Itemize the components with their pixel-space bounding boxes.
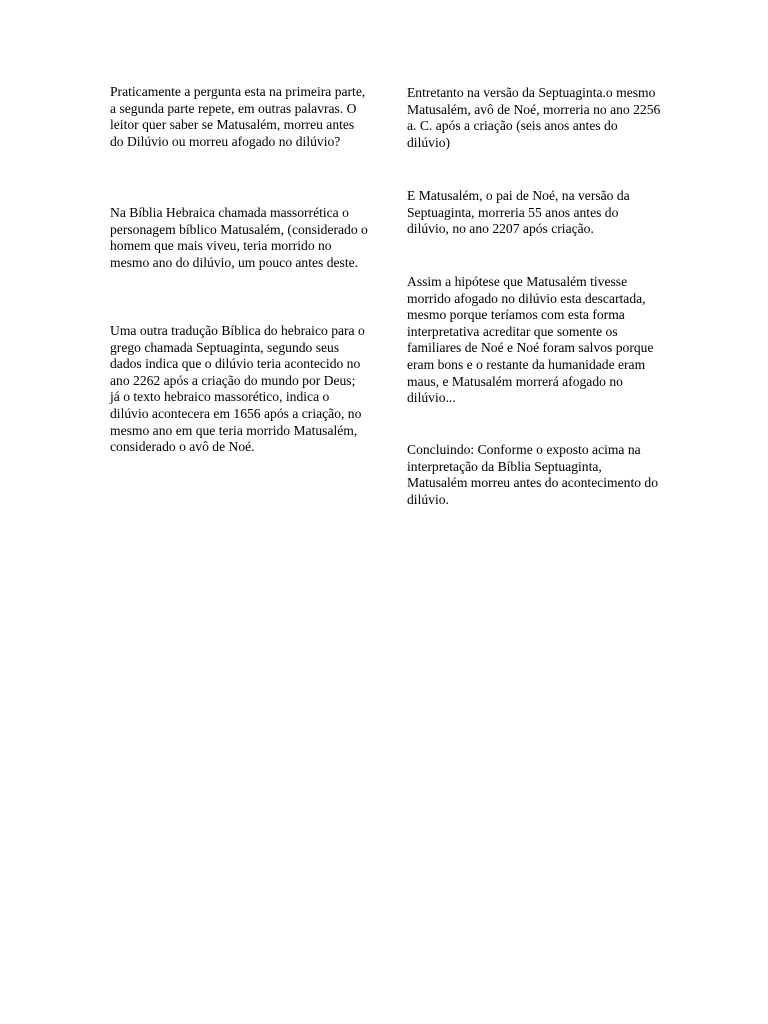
paragraph-hebrew-bible: Na Bíblia Hebraica chamada massorrética o personagem bíblico Matusalém, (considerado o homem que mais viveu, teria morrido no mesmo ano do dilúvio, um pouco antes deste. <box>110 205 368 270</box>
left-column <box>110 84 368 455</box>
paragraph-septuagint-version: Entretanto na versão da Septuaginta.o mesmo Matusalém, avô de Noé, morreria no ano 2256 a. C. após a criação (seis anos antes do dilúvio) <box>407 85 661 150</box>
paragraph-matusalem-death: E Matusalém, o pai de Noé, na versão da Septuaginta, morreria 55 anos antes do dilúvio, no ano 2207 após criação. <box>407 188 630 237</box>
paragraph-conclusion: Concluindo: Conforme o exposto acima na interpretação da Bíblia Septuaginta, Matusalém morreu antes do acontecimento do dilúvio. <box>407 442 659 507</box>
paragraph-septuagint-translation: Uma outra tradução Bíblica do hebraico para o grego chamada Septuaginta, segundo seus dados indica que o dilúvio teria acontecido no ano 2262 após a criação do mundo por Deus; já o texto hebraico massorético, indica o dilúvio acontecera em 1656 após a criação, no mesmo ano em que teria morrido Matusalém, considerado o avô de Noé. <box>110 323 365 455</box>
paragraph-question: Praticamente a pergunta esta na primeira parte, a segunda parte repete, em outras palavras. O leitor quer saber se Matusalém, morreu antes do Dilúvio ou morreu afogado no dilúvio? <box>110 84 366 149</box>
paragraph-hypothesis: Assim a hipótese que Matusalém tivesse morrido afogado no dilúvio esta descartada, mesmo porque teríamos com esta forma interpretativa acreditar que somente os familiares de Noé e Noé foram salvos porque eram bons e o restante da humanidade eram maus, e Matusalém morrerá afogado no dilúvio... <box>407 274 654 406</box>
